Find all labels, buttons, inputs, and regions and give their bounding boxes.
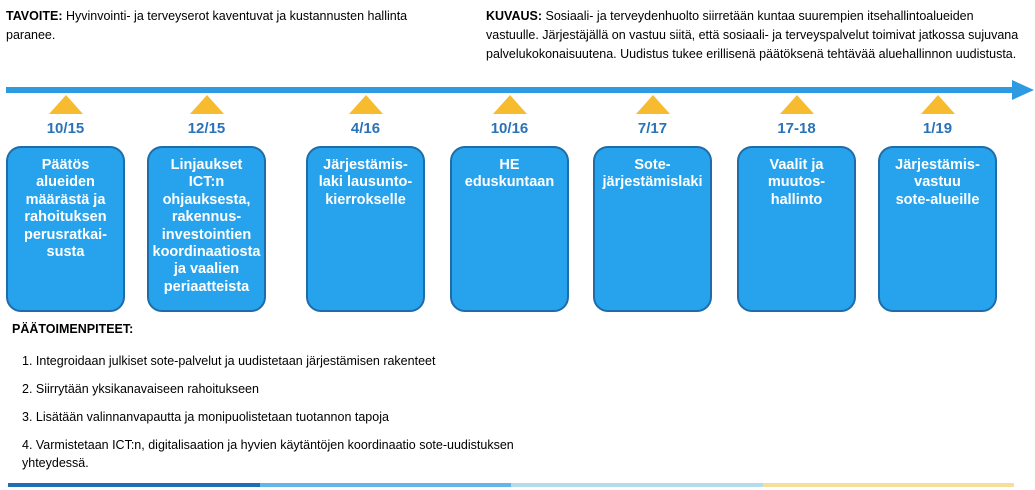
milestone-marker bbox=[636, 95, 670, 114]
milestone-text-line: rahoituksen bbox=[24, 209, 107, 226]
milestone-box bbox=[6, 146, 125, 312]
milestone-text-line: alueiden bbox=[36, 174, 95, 191]
milestone-marker bbox=[493, 95, 527, 114]
milestone-box bbox=[737, 146, 856, 312]
milestone-text-line: Vaalit ja bbox=[769, 157, 824, 173]
actions-list bbox=[22, 352, 542, 482]
milestone-text-line: hallinto bbox=[770, 191, 823, 208]
milestone-date: 10/16 bbox=[490, 120, 529, 137]
action-item: 1. Integroidaan julkiset sote-palvelut ja uudistetaan järjestämisen rakenteet bbox=[22, 354, 436, 368]
milestone-marker bbox=[349, 95, 383, 114]
footer-color-bar bbox=[8, 483, 1014, 487]
milestone-marker bbox=[921, 95, 955, 114]
footer-bar-segment bbox=[763, 483, 1015, 487]
footer-bar-segment bbox=[8, 483, 260, 487]
milestone-text-line: kierrokselle bbox=[325, 191, 406, 208]
milestone-text-line: laki lausunto- bbox=[318, 174, 413, 191]
milestone-text-line: perusratkai- bbox=[23, 226, 107, 243]
goal-body: Hyvinvointi- ja terveyserot kaventuvat ja kustannusten hallinta paranee. bbox=[6, 9, 408, 42]
milestone-text-line: ICT:n bbox=[188, 174, 225, 191]
milestone-text-line: muutos- bbox=[767, 174, 826, 191]
milestone-marker bbox=[780, 95, 814, 114]
milestone-text-line: vastuu bbox=[914, 174, 961, 191]
actions-title: PÄÄTOIMENPITEET: bbox=[12, 322, 134, 336]
milestone-text-line: Järjestämis- bbox=[895, 157, 980, 173]
milestone-text-line: susta bbox=[46, 244, 85, 261]
milestone-box bbox=[306, 146, 425, 312]
milestone-text-line: HE bbox=[499, 157, 520, 173]
milestone-text-line: järjestämislaki bbox=[602, 174, 703, 191]
milestone-box bbox=[147, 146, 266, 312]
milestone-date: 4/16 bbox=[350, 120, 381, 137]
timeline-line bbox=[6, 87, 1014, 93]
milestone-text-line: koordinaatiosta bbox=[152, 244, 261, 261]
milestone-text-line: investointien bbox=[161, 226, 252, 243]
milestone-text-line: Päätös bbox=[41, 157, 90, 173]
action-item: 2. Siirrytään yksikanavaiseen rahoitukseen bbox=[22, 382, 259, 396]
action-item: 3. Lisätään valinnanvapautta ja monipuolistetaan tuotannon tapoja bbox=[22, 410, 389, 424]
milestone-date: 12/15 bbox=[187, 120, 226, 137]
description-label: KUVAUS: bbox=[486, 9, 543, 23]
goal-text bbox=[6, 7, 446, 45]
milestone-text-line: Linjaukset bbox=[170, 157, 243, 173]
milestone-text-line: määrästä ja bbox=[25, 191, 106, 208]
footer-bar-segment bbox=[260, 483, 512, 487]
milestone-date: 10/15 bbox=[46, 120, 85, 137]
footer-bar-segment bbox=[511, 483, 763, 487]
milestone-marker bbox=[190, 95, 224, 114]
milestone-text-line: sote-alueille bbox=[895, 191, 980, 208]
milestone-box bbox=[878, 146, 997, 312]
milestone-date: 1/19 bbox=[922, 120, 953, 137]
goal-label: TAVOITE: bbox=[6, 9, 63, 23]
milestone-text-line: ohjauksesta, bbox=[162, 191, 251, 208]
milestone-text-line: ja vaalien bbox=[173, 261, 240, 278]
milestone-box bbox=[450, 146, 569, 312]
milestone-text-line: Sote- bbox=[634, 157, 671, 173]
milestone-date: 7/17 bbox=[637, 120, 668, 137]
milestone-text-line: rakennus- bbox=[171, 209, 242, 226]
description-text bbox=[486, 7, 1021, 64]
milestone-text-line: periaatteista bbox=[163, 278, 250, 295]
milestone-box bbox=[593, 146, 712, 312]
action-item: 4. Varmistetaan ICT:n, digitalisaation ja hyvien käytäntöjen koordinaatio sote-uudistuksen yhteydessä. bbox=[22, 438, 514, 470]
milestone-text-line: Järjestämis- bbox=[323, 157, 408, 173]
description-body: Sosiaali- ja terveydenhuolto siirretään kuntaa suurempien itsehallintoalueiden vastuulle. Järjestäjällä on vastuu siitä, että sosiaali- ja terveyspalvelut toimivat jatkossa sujuvana palvelukokonaisuutena. Uudistus tukee erillisenä päätöksenä tehtävää aluehallinnon uudistusta. bbox=[486, 9, 1019, 61]
timeline-arrowhead bbox=[1012, 80, 1034, 100]
milestone-text-line: eduskuntaan bbox=[464, 174, 555, 191]
milestone-marker bbox=[49, 95, 83, 114]
milestone-date: 17-18 bbox=[777, 120, 816, 137]
